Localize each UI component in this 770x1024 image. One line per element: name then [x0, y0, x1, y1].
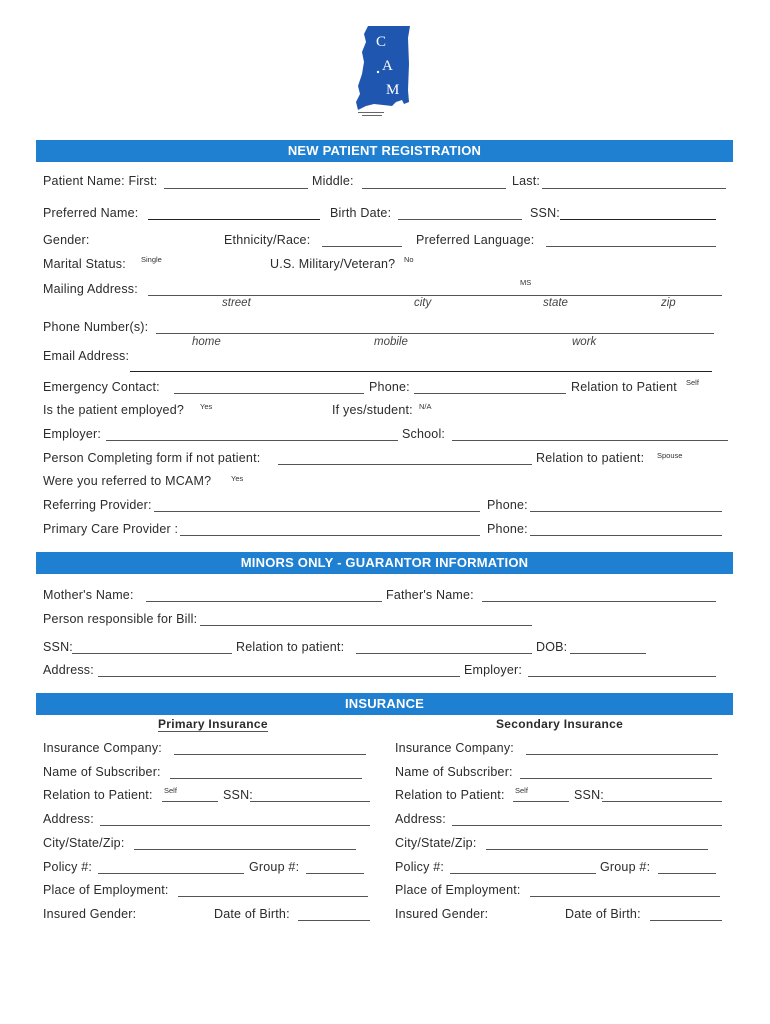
addr-state-caption: state — [543, 297, 568, 309]
preferred-name-field[interactable] — [148, 219, 320, 220]
mother-name-label: Mother's Name: — [43, 588, 134, 602]
secondary-insurance-heading: Secondary Insurance — [496, 717, 624, 731]
completing-person-label: Person Completing form if not patient: — [43, 451, 261, 465]
secondary-employment-field[interactable] — [530, 896, 720, 897]
responsible-label: Person responsible for Bill: — [43, 612, 198, 626]
referring-phone-field[interactable] — [530, 511, 722, 512]
first-name-field[interactable] — [164, 188, 308, 189]
logo-letter-m: M — [386, 82, 400, 98]
school-label: School: — [402, 427, 446, 441]
cam-logo — [352, 24, 414, 120]
referred-label: Were you referred to MCAM? — [43, 474, 212, 488]
military-value[interactable]: No — [404, 255, 414, 264]
addr-street-caption: street — [222, 297, 251, 309]
guarantor-relation-label: Relation to patient: — [236, 640, 345, 654]
primary-subscriber-label: Name of Subscriber: — [43, 765, 161, 779]
primary-group-field[interactable] — [306, 873, 364, 874]
employer-field[interactable] — [106, 440, 398, 441]
marital-status-value[interactable]: Single — [141, 255, 162, 264]
pcp-label: Primary Care Provider : — [43, 522, 179, 536]
primary-employment-field[interactable] — [178, 896, 368, 897]
primary-csz-label: City/State/Zip: — [43, 836, 125, 850]
section-insurance-header: INSURANCE — [36, 693, 733, 715]
middle-name-label: Middle: — [312, 174, 354, 188]
ssn-label: SSN: — [530, 206, 560, 220]
referred-value[interactable]: Yes — [231, 474, 244, 483]
referring-provider-label: Referring Provider: — [43, 498, 152, 512]
email-field[interactable] — [130, 371, 712, 372]
relation-value[interactable]: Self — [686, 378, 699, 387]
phone-numbers-field[interactable] — [156, 333, 714, 334]
secondary-dob-field[interactable] — [650, 920, 722, 921]
phone-home-caption: home — [192, 336, 221, 348]
primary-relation-label: Relation to Patient: — [43, 788, 153, 802]
addr-zip-caption: zip — [661, 297, 676, 309]
state-value[interactable]: MS — [520, 278, 532, 287]
guarantor-dob-label: DOB: — [536, 640, 568, 654]
ssn-field[interactable] — [560, 219, 716, 220]
father-name-label: Father's Name: — [386, 588, 474, 602]
primary-employment-label: Place of Employment: — [43, 883, 169, 897]
pcp-phone-field[interactable] — [530, 535, 722, 536]
emergency-phone-field[interactable] — [414, 393, 566, 394]
employed-label: Is the patient employed? — [43, 403, 184, 417]
relation-label: Relation to Patient — [571, 380, 677, 394]
secondary-relation-label: Relation to Patient: — [395, 788, 505, 802]
birth-date-label: Birth Date: — [330, 206, 392, 220]
email-label: Email Address: — [43, 349, 130, 363]
pcp-phone-label: Phone: — [487, 522, 528, 536]
logo-letter-c: C — [376, 34, 387, 50]
secondary-csz-field[interactable] — [486, 849, 708, 850]
completing-relation-label: Relation to patient: — [536, 451, 645, 465]
preferred-name-label: Preferred Name: — [43, 206, 139, 220]
ethnicity-label: Ethnicity/Race: — [224, 233, 311, 247]
referring-provider-field[interactable] — [154, 511, 480, 512]
secondary-ssn-field[interactable] — [602, 801, 722, 802]
secondary-group-label: Group #: — [600, 860, 651, 874]
referring-phone-label: Phone: — [487, 498, 528, 512]
secondary-policy-label: Policy #: — [395, 860, 445, 874]
completing-relation-value[interactable]: Spouse — [657, 451, 683, 460]
primary-ssn-label: SSN: — [223, 788, 253, 802]
guarantor-address-label: Address: — [43, 663, 94, 677]
language-label: Preferred Language: — [416, 233, 535, 247]
primary-policy-label: Policy #: — [43, 860, 93, 874]
phone-numbers-label: Phone Number(s): — [43, 320, 149, 334]
section-registration-header: NEW PATIENT REGISTRATION — [36, 140, 733, 162]
addr-city-caption: city — [414, 297, 432, 309]
first-name-label: Patient Name: First: — [43, 174, 158, 188]
gender-label: Gender: — [43, 233, 90, 247]
guarantor-address-field[interactable] — [98, 676, 460, 677]
last-name-field[interactable] — [542, 188, 726, 189]
secondary-employment-label: Place of Employment: — [395, 883, 521, 897]
secondary-relation-value[interactable]: Self — [515, 786, 528, 795]
secondary-gender-label: Insured Gender: — [395, 907, 489, 921]
primary-insurance-heading: Primary Insurance — [158, 717, 268, 731]
primary-address-field[interactable] — [100, 825, 370, 826]
emergency-contact-label: Emergency Contact: — [43, 380, 160, 394]
secondary-subscriber-label: Name of Subscriber: — [395, 765, 513, 779]
mother-name-field[interactable] — [146, 601, 382, 602]
primary-ssn-field[interactable] — [250, 801, 370, 802]
secondary-address-label: Address: — [395, 812, 446, 826]
primary-subscriber-field[interactable] — [170, 778, 362, 779]
guarantor-employer-field[interactable] — [528, 676, 716, 677]
primary-policy-field[interactable] — [98, 873, 244, 874]
birth-date-field[interactable] — [398, 219, 522, 220]
primary-company-label: Insurance Company: — [43, 741, 162, 755]
secondary-company-field[interactable] — [526, 754, 718, 755]
primary-dob-label: Date of Birth: — [214, 907, 290, 921]
student-label: If yes/student: — [332, 403, 413, 417]
ethnicity-field[interactable] — [322, 246, 402, 247]
primary-dob-field[interactable] — [298, 920, 370, 921]
emergency-phone-label: Phone: — [369, 380, 410, 394]
mailing-address-field[interactable] — [148, 295, 722, 296]
guarantor-relation-field[interactable] — [356, 653, 532, 654]
last-name-label: Last: — [512, 174, 541, 188]
logo-letter-a: A — [382, 58, 393, 74]
language-field[interactable] — [546, 246, 716, 247]
pcp-field[interactable] — [180, 535, 480, 536]
emergency-contact-field[interactable] — [174, 393, 364, 394]
section-minors-header: MINORS ONLY - GUARANTOR INFORMATION — [36, 552, 733, 574]
secondary-dob-label: Date of Birth: — [565, 907, 641, 921]
secondary-company-label: Insurance Company: — [395, 741, 514, 755]
responsible-field[interactable] — [200, 625, 532, 626]
completing-person-field[interactable] — [278, 464, 532, 465]
father-name-field[interactable] — [482, 601, 716, 602]
primary-group-label: Group #: — [249, 860, 300, 874]
secondary-subscriber-field[interactable] — [520, 778, 712, 779]
primary-address-label: Address: — [43, 812, 94, 826]
primary-gender-label: Insured Gender: — [43, 907, 137, 921]
primary-company-field[interactable] — [174, 754, 366, 755]
secondary-policy-field[interactable] — [450, 873, 596, 874]
employer-label: Employer: — [43, 427, 102, 441]
military-label: U.S. Military/Veteran? — [270, 257, 396, 271]
primary-csz-field[interactable] — [134, 849, 356, 850]
secondary-csz-label: City/State/Zip: — [395, 836, 477, 850]
primary-relation-value[interactable]: Self — [164, 786, 177, 795]
phone-work-caption: work — [572, 336, 597, 348]
guarantor-dob-field[interactable] — [570, 653, 646, 654]
secondary-address-field[interactable] — [452, 825, 722, 826]
marital-status-label: Marital Status: — [43, 257, 126, 271]
student-value[interactable]: N/A — [419, 402, 432, 411]
school-field[interactable] — [452, 440, 728, 441]
phone-mobile-caption: mobile — [374, 336, 408, 348]
guarantor-employer-label: Employer: — [464, 663, 523, 677]
mailing-address-label: Mailing Address: — [43, 282, 138, 296]
primary-relation-field[interactable] — [162, 801, 218, 802]
secondary-group-field[interactable] — [658, 873, 716, 874]
secondary-ssn-label: SSN: — [574, 788, 604, 802]
secondary-relation-field[interactable] — [513, 801, 569, 802]
primary-heading-underline — [158, 731, 268, 732]
middle-name-field[interactable] — [362, 188, 506, 189]
guarantor-ssn-label: SSN: — [43, 640, 73, 654]
guarantor-ssn-field[interactable] — [72, 653, 232, 654]
employed-value[interactable]: Yes — [200, 402, 213, 411]
